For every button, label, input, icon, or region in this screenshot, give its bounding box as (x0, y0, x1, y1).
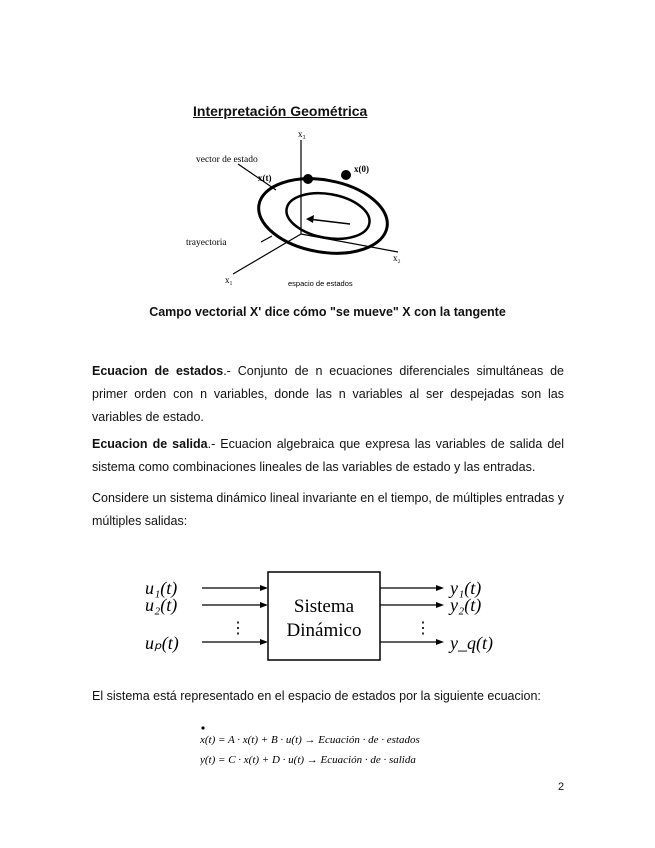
input-dots: ⋮ (230, 620, 246, 637)
output-label-1: y₁(t) (450, 578, 482, 598)
term-state-equation: Ecuacion de estados (92, 364, 224, 378)
figure-caption: Campo vectorial X' dice cómo "se mueve" X con la tangente (149, 305, 506, 319)
state-space-diagram (178, 124, 418, 294)
x0-point (341, 170, 351, 180)
page-number: 2 (558, 781, 565, 793)
def-state-equation: .- Conjunto de n ecuaciones diferenciales simultáneas de primer orden con n variables, donde las n variables al ser despejadas son las variables de estado. (92, 364, 564, 424)
state-vector-label: vector de estado (196, 155, 258, 165)
xt-point (303, 174, 313, 184)
equation-state: x(t) = A · x(t) + B · u(t) → Ecuación · de · estados (200, 734, 420, 746)
paragraph-state-equation (92, 360, 564, 429)
mimo-block-diagram (140, 570, 520, 670)
block-label-2: Dinámico (286, 620, 362, 641)
x3-label: x₃ (298, 129, 306, 139)
x0-label: x(0) (354, 164, 369, 174)
paragraph-state-space: El sistema está representado en el espacio de estados por la siguiente ecuacion: (92, 689, 541, 703)
outer-trajectory (253, 169, 394, 262)
x1-axis (233, 234, 301, 274)
def-output-equation: .- Ecuacion algebraica que expresa las variables de salida del sistema como combinaciones lineales de las variables de estado y las entradas. (92, 437, 564, 474)
paragraph-mimo: Considere un sistema dinámico lineal invariante en el tiempo, de múltiples entradas y múltiples salidas: (92, 491, 564, 528)
output-label-q: y_q(t) (450, 633, 493, 653)
state-equations (200, 723, 470, 771)
paragraph-output-equation (92, 433, 564, 479)
equation-output: y(t) = C · x(t) + D · u(t) → Ecuación · de · salida (200, 754, 416, 766)
x1-label: x₁ (225, 275, 233, 285)
xt-label: x(t) (258, 173, 272, 183)
input-label-p: uₚ(t) (145, 633, 179, 653)
derivative-dot (201, 726, 204, 729)
trajectory-label: trayectoria (186, 238, 227, 248)
input-label-2: u₂(t) (145, 595, 178, 615)
figure-title: Interpretación Geométrica (193, 103, 368, 119)
output-dots: ⋮ (415, 620, 431, 637)
x2-label: x₂ (393, 253, 401, 263)
block-label-1: Sistema (293, 596, 355, 617)
output-label-2: y₂(t) (450, 595, 482, 615)
state-space-label: espacio de estados (288, 279, 353, 288)
input-label-1: u₁(t) (145, 578, 178, 598)
term-output-equation: Ecuacion de salida (92, 437, 208, 451)
